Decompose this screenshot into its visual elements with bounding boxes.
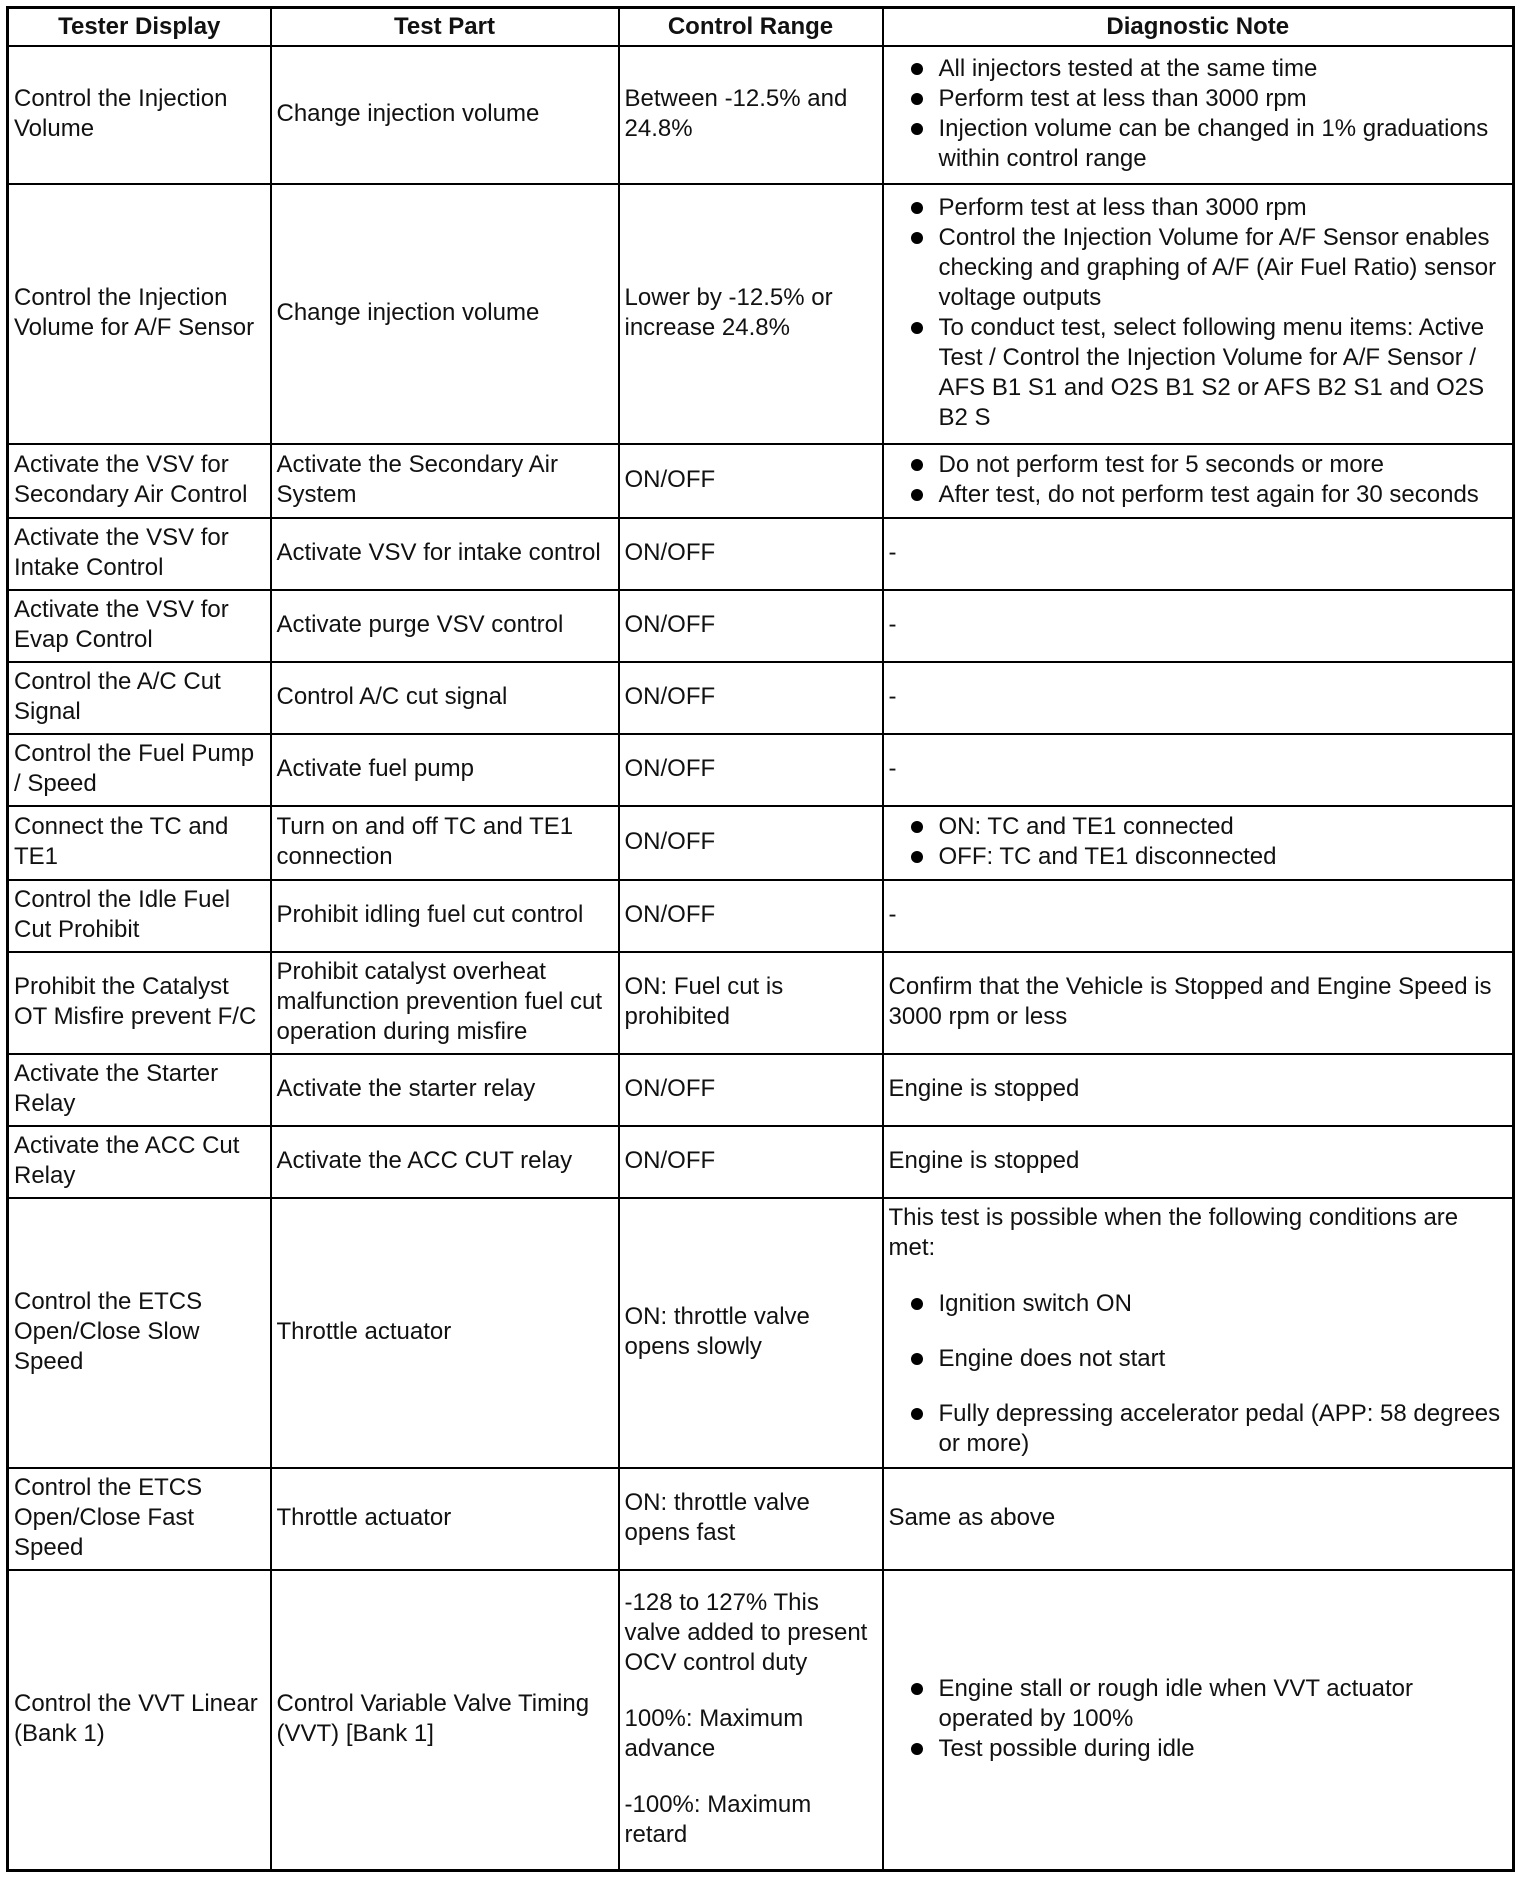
cell-diagnostic-note — [883, 1570, 1514, 1870]
cell-diagnostic-note — [883, 1198, 1514, 1468]
note-item: Control the Injection Volume for A/F Sensor enables checking and graphing of A/F (Air Fuel Ratio) sensor voltage outputs — [939, 223, 1507, 313]
cell-test-part: Throttle actuator — [271, 1198, 619, 1468]
range-line: -100%: Maximum retard — [624, 1790, 812, 1848]
note-item: Perform test at less than 3000 rpm — [939, 193, 1507, 223]
cell-tester-display: Control the Fuel Pump / Speed — [8, 734, 271, 806]
cell-control-range: ON: throttle valve opens slowly — [619, 1198, 883, 1468]
cell-control-range: ON/OFF — [619, 1054, 883, 1126]
cell-test-part: Activate the ACC CUT relay — [271, 1126, 619, 1198]
cell-diagnostic-note: - — [883, 880, 1514, 952]
table-row — [8, 806, 1514, 880]
cell-diagnostic-note: Engine is stopped — [883, 1054, 1514, 1126]
note-item: Do not perform test for 5 seconds or more — [939, 450, 1507, 480]
cell-diagnostic-note: Same as above — [883, 1468, 1514, 1570]
cell-control-range: ON/OFF — [619, 734, 883, 806]
cell-control-range: Between -12.5% and 24.8% — [619, 46, 883, 184]
note-item: All injectors tested at the same time — [939, 54, 1507, 84]
table-row — [8, 590, 1514, 662]
header-tester-display: Tester Display — [8, 8, 271, 47]
cell-test-part: Change injection volume — [271, 184, 619, 444]
header-test-part: Test Part — [271, 8, 619, 47]
cell-diagnostic-note: Engine is stopped — [883, 1126, 1514, 1198]
cell-control-range: ON/OFF — [619, 444, 883, 518]
note-item: Fully depressing accelerator pedal (APP: 58 degrees or more) — [939, 1399, 1507, 1459]
active-test-table — [6, 6, 1515, 1872]
note-item: Ignition switch ON — [939, 1289, 1507, 1319]
table-row — [8, 662, 1514, 734]
cell-diagnostic-note: Confirm that the Vehicle is Stopped and Engine Speed is 3000 rpm or less — [883, 952, 1514, 1054]
cell-tester-display: Control the VVT Linear (Bank 1) — [8, 1570, 271, 1870]
note-item: Perform test at less than 3000 rpm — [939, 84, 1507, 114]
cell-test-part: Activate fuel pump — [271, 734, 619, 806]
cell-diagnostic-note: - — [883, 662, 1514, 734]
cell-control-range: ON: throttle valve opens fast — [619, 1468, 883, 1570]
table-row — [8, 444, 1514, 518]
cell-control-range: ON/OFF — [619, 1126, 883, 1198]
cell-tester-display: Activate the VSV for Secondary Air Control — [8, 444, 271, 518]
cell-test-part: Turn on and off TC and TE1 connection — [271, 806, 619, 880]
cell-diagnostic-note — [883, 444, 1514, 518]
header-control-range: Control Range — [619, 8, 883, 47]
cell-tester-display: Activate the ACC Cut Relay — [8, 1126, 271, 1198]
cell-diagnostic-note — [883, 184, 1514, 444]
cell-diagnostic-note: - — [883, 590, 1514, 662]
table-row — [8, 1126, 1514, 1198]
cell-control-range — [619, 1570, 883, 1870]
note-item: To conduct test, select following menu items: Active Test / Control the Injection Volume for A/F Sensor / AFS B1 S1 and O2S B1 S2 or AFS B2 S1 and O2S B2 S — [939, 313, 1507, 433]
cell-tester-display: Control the ETCS Open/Close Slow Speed — [8, 1198, 271, 1468]
cell-test-part: Control A/C cut signal — [271, 662, 619, 734]
cell-control-range: Lower by -12.5% or increase 24.8% — [619, 184, 883, 444]
cell-tester-display: Prohibit the Catalyst OT Misfire prevent F/C — [8, 952, 271, 1054]
cell-test-part: Activate VSV for intake control — [271, 518, 619, 590]
cell-test-part: Throttle actuator — [271, 1468, 619, 1570]
cell-test-part: Prohibit catalyst overheat malfunction prevention fuel cut operation during misfire — [271, 952, 619, 1054]
table-header-row — [8, 8, 1514, 47]
cell-test-part: Control Variable Valve Timing (VVT) [Bank 1] — [271, 1570, 619, 1870]
table-row — [8, 518, 1514, 590]
cell-test-part: Change injection volume — [271, 46, 619, 184]
table-row — [8, 1054, 1514, 1126]
cell-diagnostic-note — [883, 46, 1514, 184]
table-row — [8, 734, 1514, 806]
cell-tester-display: Activate the Starter Relay — [8, 1054, 271, 1126]
note-item: Engine stall or rough idle when VVT actuator operated by 100% — [939, 1674, 1507, 1734]
cell-control-range: ON/OFF — [619, 662, 883, 734]
note-intro: This test is possible when the following conditions are met: — [888, 1204, 1459, 1261]
table-row — [8, 1198, 1514, 1468]
note-list — [889, 193, 1507, 433]
cell-tester-display: Activate the VSV for Intake Control — [8, 518, 271, 590]
note-list — [889, 812, 1507, 872]
cell-tester-display: Control the Idle Fuel Cut Prohibit — [8, 880, 271, 952]
table-row — [8, 880, 1514, 952]
note-list — [889, 450, 1507, 510]
cell-control-range: ON/OFF — [619, 806, 883, 880]
note-item: Injection volume can be changed in 1% graduations within control range — [939, 114, 1507, 174]
note-list — [889, 1289, 1507, 1459]
cell-test-part: Activate purge VSV control — [271, 590, 619, 662]
cell-tester-display: Control the ETCS Open/Close Fast Speed — [8, 1468, 271, 1570]
cell-test-part: Activate the Secondary Air System — [271, 444, 619, 518]
cell-tester-display: Control the Injection Volume for A/F Sensor — [8, 184, 271, 444]
table-row — [8, 1468, 1514, 1570]
cell-diagnostic-note — [883, 806, 1514, 880]
cell-tester-display: Control the A/C Cut Signal — [8, 662, 271, 734]
range-line: 100%: Maximum advance — [624, 1704, 804, 1762]
note-list — [889, 54, 1507, 174]
document-page — [6, 6, 1512, 1872]
cell-tester-display: Control the Injection Volume — [8, 46, 271, 184]
note-item: OFF: TC and TE1 disconnected — [939, 842, 1507, 872]
table-row — [8, 46, 1514, 184]
cell-control-range: ON: Fuel cut is prohibited — [619, 952, 883, 1054]
cell-diagnostic-note: - — [883, 734, 1514, 806]
header-diagnostic-note: Diagnostic Note — [883, 8, 1514, 47]
cell-tester-display: Activate the VSV for Evap Control — [8, 590, 271, 662]
range-line: -128 to 127% This valve added to present OCV control duty — [624, 1588, 868, 1676]
table-row — [8, 952, 1514, 1054]
cell-control-range: ON/OFF — [619, 880, 883, 952]
cell-diagnostic-note: - — [883, 518, 1514, 590]
cell-test-part: Prohibit idling fuel cut control — [271, 880, 619, 952]
note-item: After test, do not perform test again for 30 seconds — [939, 480, 1507, 510]
cell-tester-display: Connect the TC and TE1 — [8, 806, 271, 880]
cell-control-range: ON/OFF — [619, 590, 883, 662]
note-item: Test possible during idle — [939, 1734, 1507, 1764]
note-item: Engine does not start — [939, 1344, 1507, 1374]
cell-control-range: ON/OFF — [619, 518, 883, 590]
table-row — [8, 184, 1514, 444]
note-list — [889, 1674, 1507, 1764]
note-item: ON: TC and TE1 connected — [939, 812, 1507, 842]
cell-test-part: Activate the starter relay — [271, 1054, 619, 1126]
table-row — [8, 1570, 1514, 1870]
